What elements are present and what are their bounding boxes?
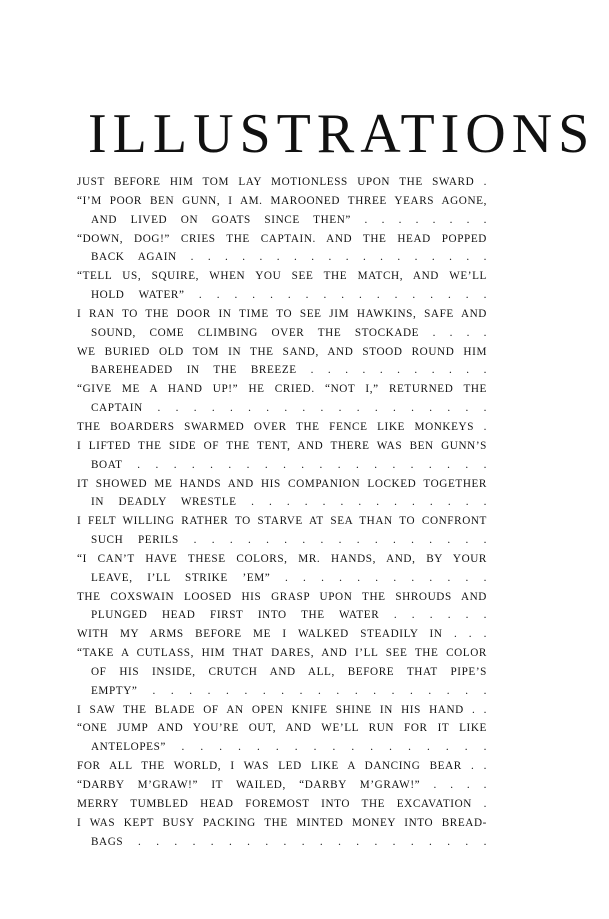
illustration-entry bbox=[77, 230, 487, 268]
illustration-entry bbox=[77, 267, 487, 305]
illustration-entry bbox=[77, 305, 487, 343]
illustration-entry bbox=[77, 701, 487, 720]
illustrations-list bbox=[77, 173, 487, 851]
illustration-entry bbox=[77, 644, 487, 701]
entry-line: I RAN TO THE DOOR IN TIME TO SEE JIM HAWKINS, SAFE AND bbox=[77, 307, 487, 320]
entry-line: I LIFTED THE SIDE OF THE TENT, AND THERE WAS BEN GUNN’S bbox=[77, 439, 487, 452]
entry-line: “I’M POOR BEN GUNN, I AM. MAROONED THREE YEARS AGONE, bbox=[77, 194, 487, 207]
illustration-entry bbox=[77, 475, 487, 513]
entry-line: WE BURIED OLD TOM IN THE SAND, AND STOOD ROUND HIM bbox=[77, 345, 487, 358]
illustration-entry bbox=[77, 814, 487, 852]
entry-line: CAPTAIN . . . . . . . . . . . . . . . . . . . bbox=[91, 402, 487, 415]
illustration-entry bbox=[77, 512, 487, 550]
illustration-entry bbox=[77, 173, 487, 192]
entry-line: WITH MY ARMS BEFORE ME I WALKED STEADILY IN . . . bbox=[77, 628, 487, 641]
illustration-entry bbox=[77, 795, 487, 814]
entry-line: FOR ALL THE WORLD, I WAS LED LIKE A DANCING BEAR . . bbox=[77, 760, 487, 773]
illustration-entry bbox=[77, 550, 487, 588]
illustration-entry bbox=[77, 588, 487, 626]
entry-line: BOAT . . . . . . . . . . . . . . . . . . . . bbox=[91, 458, 487, 471]
entry-line: “TAKE A CUTLASS, HIM THAT DARES, AND I’LL SEE THE COLOR bbox=[77, 647, 487, 660]
illustration-entry bbox=[77, 343, 487, 381]
entry-line: SOUND, COME CLIMBING OVER THE STOCKADE . . . . bbox=[91, 326, 487, 339]
entry-line: “GIVE ME A HAND UP!” HE CRIED. “NOT I,” RETURNED THE bbox=[77, 383, 487, 396]
page-title: ILLUSTRATIONS bbox=[88, 103, 596, 165]
illustration-entry bbox=[77, 625, 487, 644]
entry-line: “DARBY M’GRAW!” IT WAILED, “DARBY M’GRAW!” . . . . bbox=[77, 779, 487, 791]
entry-line: SUCH PERILS . . . . . . . . . . . . . . . . . bbox=[91, 534, 487, 547]
entry-line: “ONE JUMP AND YOU’RE OUT, AND WE’LL RUN FOR IT LIKE bbox=[77, 722, 487, 735]
entry-line: BACK AGAIN . . . . . . . . . . . . . . . . . . bbox=[91, 251, 487, 264]
entry-line: I WAS KEPT BUSY PACKING THE MINTED MONEY INTO BREAD- bbox=[77, 816, 487, 829]
entry-line: “I CAN’T HAVE THESE COLORS, MR. HANDS, AND, BY YOUR bbox=[77, 552, 487, 565]
illustration-entry bbox=[77, 192, 487, 230]
entry-line: I SAW THE BLADE OF AN OPEN KNIFE SHINE IN HIS HAND . . bbox=[77, 703, 487, 716]
entry-line: EMPTY” . . . . . . . . . . . . . . . . . . . bbox=[91, 684, 487, 697]
illustration-entry bbox=[77, 776, 487, 795]
illustration-entry bbox=[77, 418, 487, 437]
entry-line: “DOWN, DOG!” CRIES THE CAPTAIN. AND THE HEAD POPPED bbox=[77, 232, 487, 245]
entry-line: LEAVE, I’LL STRIKE ’EM” . . . . . . . . . . . . bbox=[91, 571, 487, 584]
entry-line: MERRY TUMBLED HEAD FOREMOST INTO THE EXCAVATION . bbox=[77, 797, 487, 810]
illustration-entry bbox=[77, 757, 487, 776]
entry-line: HOLD WATER” . . . . . . . . . . . . . . . . . bbox=[91, 289, 487, 302]
entry-line: OF HIS INSIDE, CRUTCH AND ALL, BEFORE THAT PIPE’S bbox=[91, 665, 487, 678]
entry-line: JUST BEFORE HIM TOM LAY MOTIONLESS UPON THE SWARD . bbox=[77, 176, 487, 188]
entry-line: IN DEADLY WRESTLE . . . . . . . . . . . . . . bbox=[91, 496, 487, 509]
entry-line: “TELL US, SQUIRE, WHEN YOU SEE THE MATCH, AND WE’LL bbox=[77, 270, 487, 283]
entry-line: AND LIVED ON GOATS SINCE THEN” . . . . . . . . bbox=[91, 213, 487, 226]
entry-line: ANTELOPES” . . . . . . . . . . . . . . . . . bbox=[91, 741, 487, 754]
entry-line: PLUNGED HEAD FIRST INTO THE WATER . . . . . . bbox=[91, 609, 487, 622]
entry-line: THE BOARDERS SWARMED OVER THE FENCE LIKE MONKEYS . bbox=[77, 420, 487, 433]
entry-line: BAREHEADED IN THE BREEZE . . . . . . . . . . . bbox=[91, 364, 487, 377]
entry-line: I FELT WILLING RATHER TO STARVE AT SEA THAN TO CONFRONT bbox=[77, 515, 487, 528]
illustration-entry bbox=[77, 380, 487, 418]
illustration-entry bbox=[77, 437, 487, 475]
entry-line: THE COXSWAIN LOOSED HIS GRASP UPON THE SHROUDS AND bbox=[77, 590, 487, 603]
entry-line: IT SHOWED ME HANDS AND HIS COMPANION LOCKED TOGETHER bbox=[77, 477, 487, 490]
entry-line: BAGS . . . . . . . . . . . . . . . . . . . . bbox=[91, 835, 487, 848]
illustration-entry bbox=[77, 719, 487, 757]
